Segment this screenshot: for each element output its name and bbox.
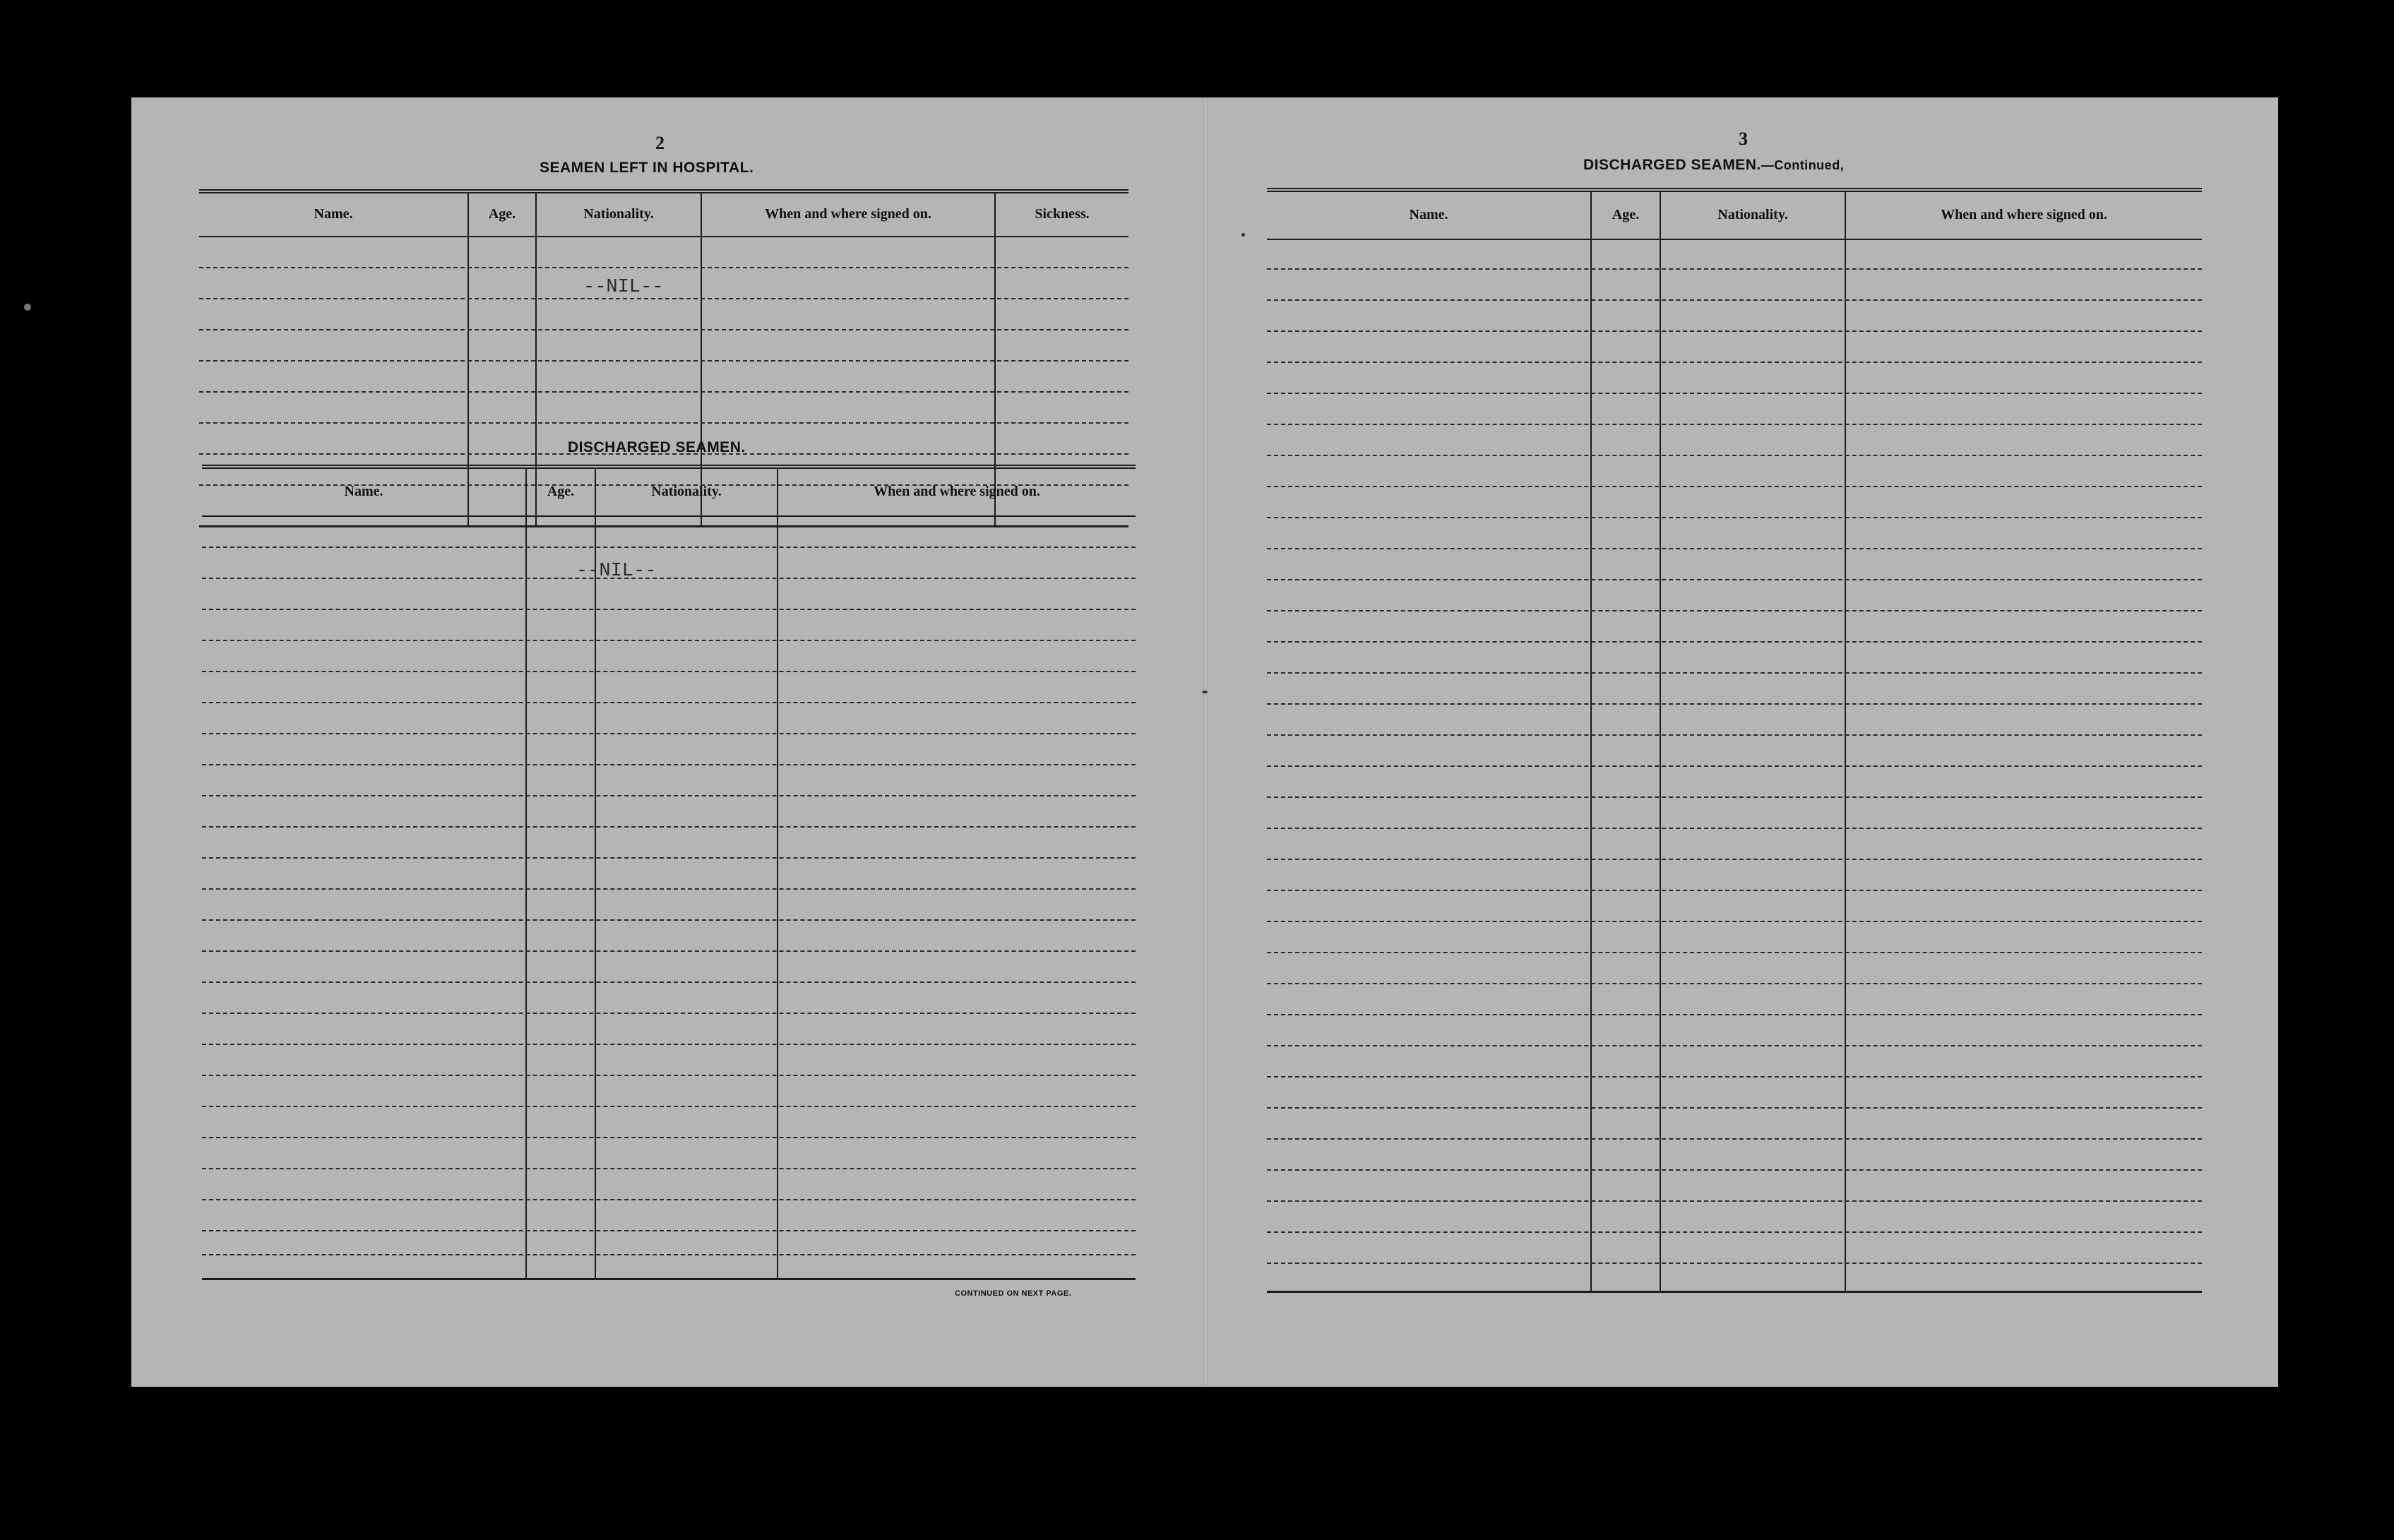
row-line [202, 609, 1136, 610]
col-head-name: Name. [314, 205, 353, 222]
row-line [1267, 1076, 2202, 1078]
paper-speck [1202, 691, 1208, 693]
row-line [1267, 765, 2202, 767]
row-line [202, 702, 1136, 703]
row-line [1267, 641, 2202, 643]
discharged-table [202, 465, 1136, 1387]
col-head-age: Age. [547, 483, 575, 499]
discharged-continued-table [1267, 188, 2202, 1303]
hospital-nil-entry: --NIL-- [583, 277, 664, 298]
col-head-age: Age. [488, 205, 516, 222]
row-line [1267, 983, 2202, 984]
row-line [202, 547, 1136, 548]
row-line [202, 1137, 1136, 1138]
column-rule [595, 469, 596, 1278]
row-line [1267, 486, 2202, 487]
row-line [1267, 548, 2202, 549]
row-line [1267, 424, 2202, 425]
row-line [1267, 268, 2202, 270]
row-line [202, 950, 1136, 952]
right-page [1208, 97, 2278, 1387]
row-line [202, 640, 1136, 641]
row-line [202, 1199, 1136, 1200]
continued-suffix: —Continued, [1761, 158, 1845, 172]
row-line [1267, 1263, 2202, 1264]
row-line [202, 1230, 1136, 1231]
row-line [1267, 1200, 2202, 1202]
column-rule [1845, 192, 1846, 1291]
column-rule [777, 469, 778, 1278]
row-line [202, 888, 1136, 890]
row-line [199, 267, 1128, 268]
column-rule [1590, 192, 1592, 1291]
discharged-nil-entry: --NIL-- [576, 561, 657, 582]
row-line [1267, 579, 2202, 580]
continued-footer: CONTINUED ON NEXT PAGE. [955, 1289, 1072, 1298]
row-line [1267, 1231, 2202, 1233]
col-head-signed-on: When and where signed on. [765, 205, 931, 222]
crew-list-document [131, 97, 2278, 1387]
row-line [1267, 1138, 2202, 1140]
col-head-signed-on: When and where signed on. [874, 483, 1040, 499]
row-line [1267, 362, 2202, 363]
row-line [1267, 1107, 2202, 1109]
row-line [199, 391, 1128, 393]
hospital-section-title: SEAMEN LEFT IN HOSPITAL. [540, 160, 754, 176]
row-line [1267, 952, 2202, 953]
row-line [202, 1044, 1136, 1045]
page-number: 2 [655, 133, 665, 153]
row-line [1267, 455, 2202, 456]
row-line [1267, 734, 2202, 736]
col-head-name: Name. [1409, 206, 1448, 222]
dust-speck [24, 304, 31, 311]
row-line [1267, 1169, 2202, 1171]
row-line [1267, 921, 2202, 922]
row-line [1267, 299, 2202, 301]
discharged-section-title: DISCHARGED SEAMEN. [568, 439, 746, 455]
row-line [202, 1075, 1136, 1076]
col-head-sickness: Sickness. [1035, 205, 1090, 222]
discharged-continued-title [1583, 157, 1844, 174]
row-line [1267, 828, 2202, 829]
row-line [1267, 796, 2202, 798]
col-head-nationality: Nationality. [651, 483, 722, 499]
col-head-signed-on: When and where signed on. [1941, 206, 2107, 222]
discharged-continued-title-text: DISCHARGED SEAMEN. [1583, 157, 1761, 173]
row-line [1267, 672, 2202, 674]
page-number: 3 [1739, 129, 1748, 149]
col-head-age: Age. [1612, 206, 1640, 222]
row-line [1267, 610, 2202, 611]
row-line [1267, 517, 2202, 518]
row-line [1267, 1045, 2202, 1046]
left-page [131, 97, 1203, 1387]
row-line [202, 857, 1136, 859]
row-line [199, 422, 1128, 424]
col-head-nationality: Nationality. [1717, 206, 1788, 222]
row-line [199, 360, 1128, 362]
column-rule [1660, 192, 1661, 1291]
row-line [202, 671, 1136, 672]
row-line [1267, 703, 2202, 705]
table-bottom-rule [1267, 1291, 2202, 1293]
column-rule [525, 469, 527, 1278]
row-line [202, 1168, 1136, 1169]
row-line [202, 764, 1136, 765]
row-line [202, 733, 1136, 734]
row-line [202, 826, 1136, 828]
row-line [1267, 330, 2202, 332]
col-head-nationality: Nationality. [583, 205, 654, 222]
row-line [202, 981, 1136, 983]
row-line [202, 795, 1136, 796]
row-line [1267, 890, 2202, 891]
row-line [1267, 1014, 2202, 1015]
row-line [202, 1106, 1136, 1107]
row-line [202, 1254, 1136, 1255]
col-head-name: Name. [344, 483, 383, 499]
row-line [202, 578, 1136, 579]
row-line [202, 919, 1136, 921]
table-bottom-rule [202, 1278, 1136, 1280]
row-line [202, 1013, 1136, 1014]
row-line [199, 298, 1128, 299]
row-line [1267, 393, 2202, 394]
row-line [199, 329, 1128, 330]
paper-speck [1241, 233, 1245, 237]
row-line [1267, 859, 2202, 860]
